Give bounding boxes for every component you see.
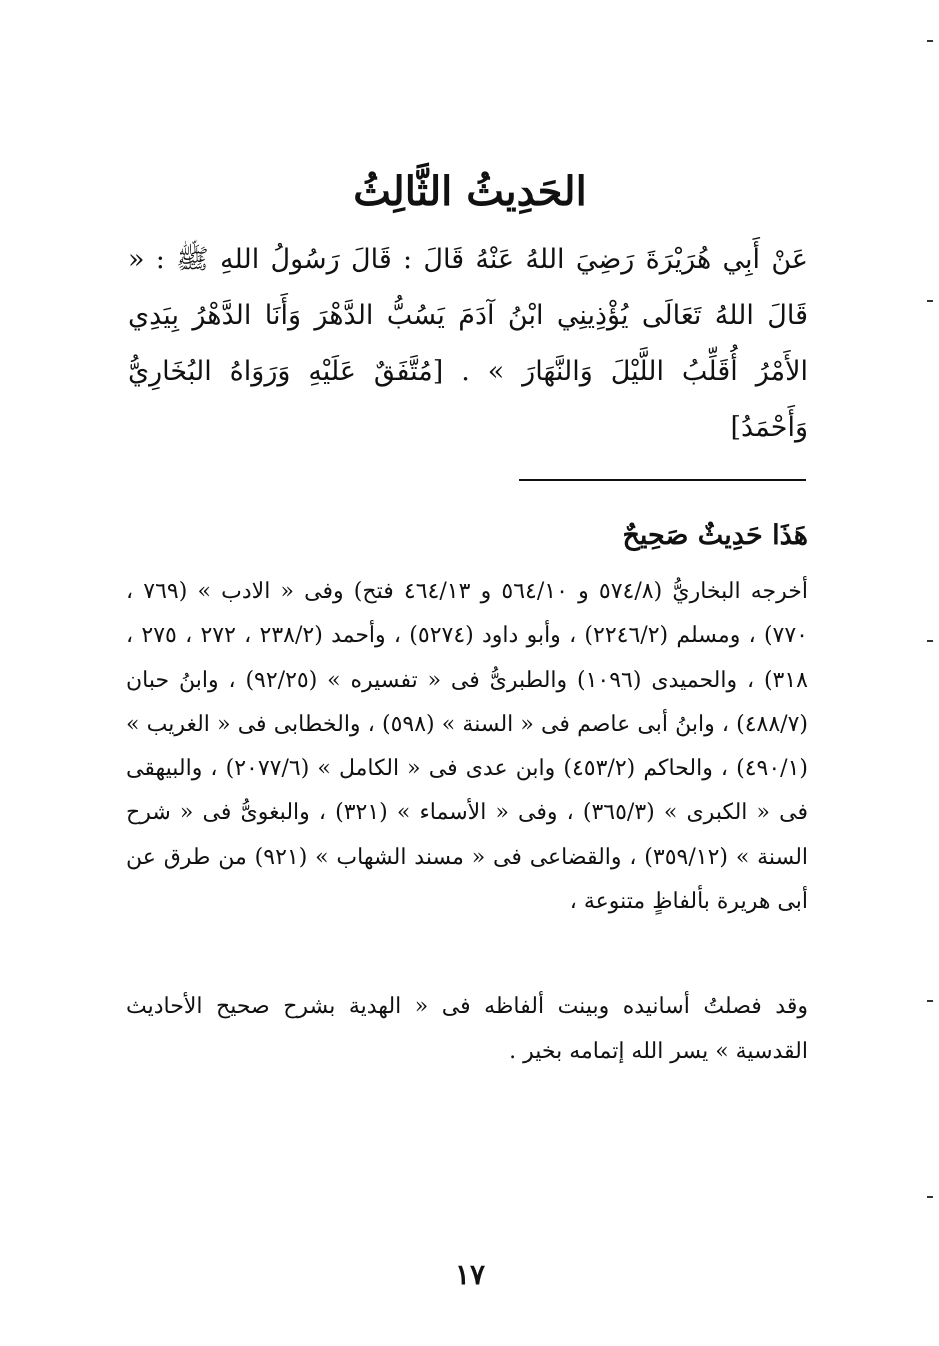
edge-mark bbox=[927, 300, 933, 302]
page-number: ١٧ bbox=[454, 1258, 486, 1291]
takhrij-paragraph: أخرجه البخاريُّ (٥٧٤/٨ و ٥٦٤/١٠ و ٤٦٤/١٣ فتح) وفى « الادب » (٧٦٩ ، ٧٧٠) ، ومسلم (٢٢٤٦/٢) ، وأبو داود (٥٢٧٤) ، وأحمد (٢٣٨/٢ ، ٢٧٢ ، ٢٧٥ ، ٣١٨) ، والحميدى (١٠٩٦) والطبرىُّ فى « تفسيره » (٩٢/٢٥) ، وابنُ حبان (٤٨٨/٧) ، وابنُ أبى عاصم فى « السنة » (٥٩٨) ، والخطابى فى « الغريب » (٤٩٠/١) ، والحاكم (٤٥٣/٢) وابن عدى فى « الكامل » (٢٠٧٧/٦) ، والبيهقى فى « الكبرى » (٣٦٥/٣) ، وفى « الأسماء » (٣٢١) ، والبغوىُّ فى « شرح السنة » (٣٥٩/١٢) ، والقضاعى فى « مسند الشهاب » (٩٢١) من طرق عن أبى هريرة بألفاظٍ متنوعة ، bbox=[126, 579, 809, 915]
edge-mark bbox=[927, 1196, 933, 1198]
hadith-body bbox=[128, 232, 808, 456]
section-divider bbox=[519, 479, 806, 481]
closing-paragraph: وقد فصلتُ أسانيده وبينت ألفاظه فى « الهدية بشرح صحيح الأحاديث القدسية » يسر الله إتمامه بخير . bbox=[126, 994, 808, 1064]
edge-mark bbox=[927, 1000, 933, 1002]
edge-mark bbox=[927, 640, 933, 642]
hadith-status-heading: هَذَا حَدِيثٌ صَحِيحٌ bbox=[622, 520, 808, 551]
hadith-text: عَنْ أَبِي هُرَيْرَةَ رَضِيَ اللهُ عَنْهُ قَالَ : قَالَ رَسُولُ اللهِ ﷺ : « قَالَ اللهُ تَعَالَى يُؤْذِينِي ابْنُ آدَمَ يَسُبُّ الدَّهْرَ وَأَنَا الدَّهْرُ بِيَدِي الأَمْرُ أُقَلِّبُ اللَّيْلَ وَالنَّهَارَ » . bbox=[128, 244, 808, 387]
edge-mark bbox=[927, 40, 933, 42]
hadith-source: [مُتَّفَقٌ عَلَيْهِ وَرَوَاهُ البُخَارِيُّ وَأَحْمَدُ] bbox=[128, 356, 808, 443]
hadith-title: الحَدِيثُ الثَّالِثُ bbox=[353, 168, 587, 215]
page-edge-marks bbox=[925, 0, 933, 1346]
